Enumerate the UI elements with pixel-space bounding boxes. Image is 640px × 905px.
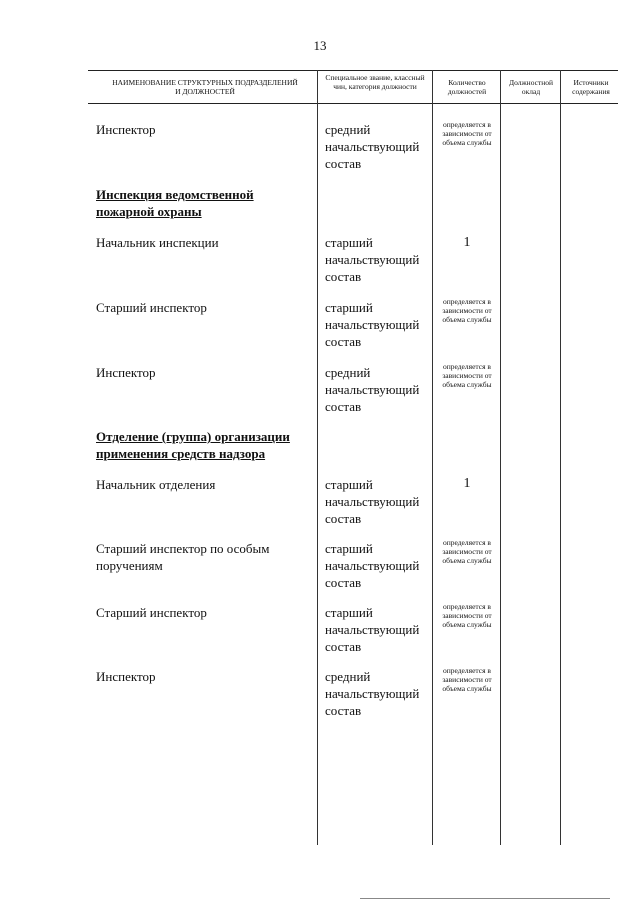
position-qty: определяется в зависимости от объема службы [442, 297, 492, 324]
position-name: Начальник инспекции [96, 235, 219, 250]
position-rank: старший начальствующий состав [325, 541, 420, 590]
section-title: Инспекция ведомственной пожарной охраны [96, 187, 254, 219]
position-rank: средний начальствующий состав [325, 669, 420, 718]
position-name: Начальник отделения [96, 477, 216, 492]
position-name: Старший инспектор [96, 605, 207, 620]
position-qty: определяется в зависимости от объема службы [442, 120, 492, 147]
position-qty: 1 [463, 476, 471, 491]
footer-rule [360, 898, 610, 899]
position-rank: старший начальствующий состав [325, 605, 420, 654]
position-name: Инспектор [96, 122, 156, 137]
position-rank: средний начальствующий состав [325, 122, 420, 171]
column-divider [432, 70, 433, 845]
position-name: Инспектор [96, 669, 156, 684]
header-col-salary: Должностной оклад [508, 78, 554, 96]
table-top-border [88, 70, 618, 71]
position-name: Инспектор [96, 365, 156, 380]
position-qty: определяется в зависимости от объема службы [442, 666, 492, 693]
position-qty: определяется в зависимости от объема службы [442, 602, 492, 629]
position-rank: старший начальствующий состав [325, 300, 420, 349]
column-divider [317, 70, 318, 845]
column-divider [560, 70, 561, 845]
position-rank: старший начальствующий состав [325, 235, 420, 284]
header-col-qty: Количество должностей [447, 78, 487, 96]
position-qty: определяется в зависимости от объема службы [442, 538, 492, 565]
position-name: Старший инспектор [96, 300, 207, 315]
position-name: Старший инспектор по особым поручениям [96, 541, 270, 573]
position-rank: средний начальствующий состав [325, 365, 420, 414]
header-col-rank: Специальное звание, классный чин, категория должности [325, 73, 425, 91]
section-title: Отделение (группа) организации применения средств надзора [96, 429, 290, 461]
position-rank: старший начальствующий состав [325, 477, 420, 526]
position-qty: 1 [463, 235, 471, 250]
position-qty: определяется в зависимости от объема службы [442, 362, 492, 389]
column-divider [500, 70, 501, 845]
header-col-source: Источники содержания [572, 78, 610, 96]
header-col-name: НАИМЕНОВАНИЕ СТРУКТУРНЫХ ПОДРАЗДЕЛЕНИЙ И ДОЛЖНОСТЕЙ [112, 78, 298, 96]
page-number: 13 [313, 38, 327, 53]
table-header-bottom-border [88, 103, 618, 104]
